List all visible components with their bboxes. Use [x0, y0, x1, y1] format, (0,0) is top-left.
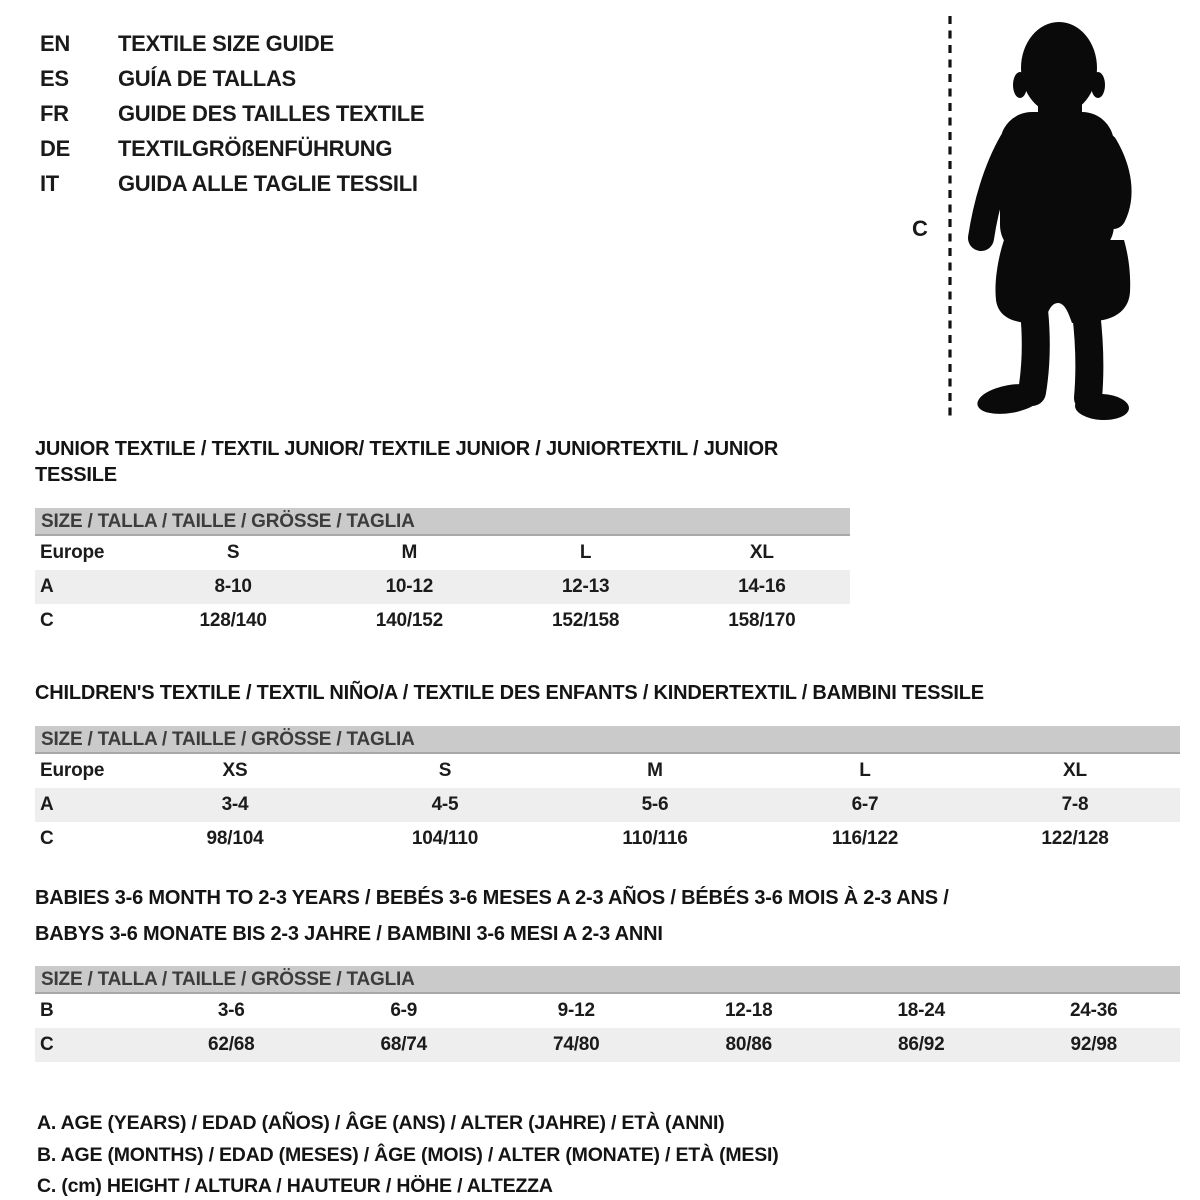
table-cell: 3-4	[221, 794, 249, 815]
table-cell: 98/104	[206, 828, 264, 849]
size-header-bar: SIZE / TALLA / TAILLE / GRÖSSE / TAGLIA	[35, 508, 850, 536]
table-cell: 62/68	[207, 1034, 255, 1055]
language-title-list	[40, 26, 424, 201]
language-row-en	[40, 26, 424, 61]
table-cell: 158/170	[728, 610, 796, 631]
table-cell: 140/152	[375, 610, 444, 631]
language-code: IT	[40, 170, 59, 196]
row-label: Europe	[40, 542, 105, 563]
section-babies-textile	[35, 880, 1180, 1062]
table-cell: 92/98	[1070, 1034, 1118, 1055]
table-cell: 12-18	[724, 1000, 773, 1021]
table-cell: 4-5	[431, 794, 459, 815]
table-cell: 152/158	[551, 610, 620, 631]
language-code: DE	[40, 135, 70, 161]
language-row-fr	[40, 96, 424, 131]
table-cell: 5-6	[641, 794, 669, 815]
table-cell: XS	[222, 760, 248, 781]
table-cell: 10-12	[385, 576, 434, 597]
table-cell: 14-16	[738, 576, 786, 597]
table-cell: L	[579, 542, 592, 563]
table-cell: XL	[749, 542, 774, 563]
section-title-children: CHILDREN'S TEXTILE / TEXTIL NIÑO/A / TEXTILE DES ENFANTS / KINDERTEXTIL / BAMBINI TESSILE	[35, 682, 984, 704]
table-cell: 8-10	[214, 576, 252, 597]
guide-title-it: GUIDA ALLE TAGLIE TESSILI	[118, 170, 418, 196]
table-cell: S	[226, 542, 240, 563]
guide-title-fr: GUIDE DES TAILLES TEXTILE	[118, 100, 425, 126]
size-header-bar: SIZE / TALLA / TAILLE / GRÖSSE / TAGLIA	[35, 966, 1180, 994]
language-row-it	[40, 166, 424, 201]
table-cell: 68/74	[380, 1034, 428, 1055]
table-cell: M	[647, 760, 663, 781]
section-children-textile	[35, 680, 1180, 856]
language-row-es	[40, 61, 424, 96]
guide-title-de: TEXTILGRÖßENFÜHRUNG	[118, 135, 393, 161]
table-row	[35, 822, 1180, 856]
table-cell: M	[401, 542, 418, 563]
legend-age-years: A. AGE (YEARS) / EDAD (AÑOS) / ÂGE (ANS) / ALTER (JAHRE) / ETÀ (ANNI)	[37, 1112, 725, 1134]
table-cell: 3-6	[217, 1000, 245, 1021]
table-cell: 80/86	[725, 1034, 773, 1055]
table-cell: 74/80	[552, 1034, 600, 1055]
table-row	[35, 994, 1180, 1028]
size-table-junior	[35, 536, 850, 638]
table-cell: 6-9	[390, 1000, 418, 1021]
section-title-babies-line1: BABIES 3-6 MONTH TO 2-3 YEARS / BEBÉS 3-6 MESES A 2-3 AÑOS / BÉBÉS 3-6 MOIS À 2-3 ANS /	[35, 887, 949, 909]
table-cell: 128/140	[199, 610, 267, 631]
table-row	[35, 604, 850, 638]
row-label: A	[40, 794, 54, 815]
legend-height-cm: C. (cm) HEIGHT / ALTURA / HAUTEUR / HÖHE / ALTEZZA	[37, 1175, 553, 1197]
toddler-body	[975, 22, 1130, 421]
language-code: EN	[40, 30, 70, 56]
height-figure	[900, 0, 1170, 430]
language-code: FR	[40, 100, 69, 126]
table-cell: 6-7	[851, 794, 879, 815]
header	[0, 0, 1200, 426]
table-row	[35, 536, 850, 570]
size-table-children	[35, 754, 1180, 856]
legend-age-months: B. AGE (MONTHS) / EDAD (MESES) / ÂGE (MOIS) / ALTER (MONATE) / ETÀ (MESI)	[37, 1143, 779, 1166]
table-cell: S	[438, 760, 452, 781]
table-cell: XL	[1063, 760, 1087, 781]
section-junior-textile	[35, 436, 850, 638]
table-cell: 24-36	[1069, 1000, 1118, 1021]
size-table-babies	[35, 994, 1180, 1062]
table-cell: 122/128	[1041, 828, 1109, 849]
table-cell: 110/116	[622, 828, 688, 849]
row-label: C	[40, 610, 54, 631]
section-title-babies-line2: BABYS 3-6 MONATE BIS 2-3 JAHRE / BAMBINI 3-6 MESI A 2-3 ANNI	[35, 923, 663, 945]
language-row-de	[40, 131, 424, 166]
row-label: A	[40, 576, 54, 597]
toddler-silhouette-icon	[900, 0, 1170, 430]
language-code: ES	[40, 65, 69, 91]
table-cell: 12-13	[561, 576, 610, 597]
table-cell: 9-12	[557, 1000, 595, 1021]
legend	[37, 1108, 1200, 1200]
table-cell: 104/110	[411, 828, 479, 849]
row-label: C	[40, 1034, 54, 1055]
table-cell: 116/122	[831, 828, 899, 849]
table-cell: 18-24	[897, 1000, 946, 1021]
table-row	[35, 754, 1180, 788]
table-row	[35, 570, 850, 604]
table-row	[35, 1028, 1180, 1062]
row-label: B	[40, 1000, 54, 1021]
table-row	[35, 788, 1180, 822]
table-cell: L	[859, 760, 871, 781]
table-cell: 86/92	[897, 1034, 945, 1055]
guide-title-en: TEXTILE SIZE GUIDE	[118, 30, 334, 56]
size-header-bar: SIZE / TALLA / TAILLE / GRÖSSE / TAGLIA	[35, 726, 1180, 754]
section-title-junior: JUNIOR TEXTILE / TEXTIL JUNIOR/ TEXTILE JUNIOR / JUNIORTEXTIL / JUNIOR TESSILE	[35, 438, 779, 486]
height-measure-label: C	[912, 216, 928, 241]
row-label: Europe	[40, 760, 105, 781]
guide-title-es: GUÍA DE TALLAS	[118, 65, 296, 91]
row-label: C	[40, 828, 54, 849]
table-cell: 7-8	[1061, 794, 1089, 815]
